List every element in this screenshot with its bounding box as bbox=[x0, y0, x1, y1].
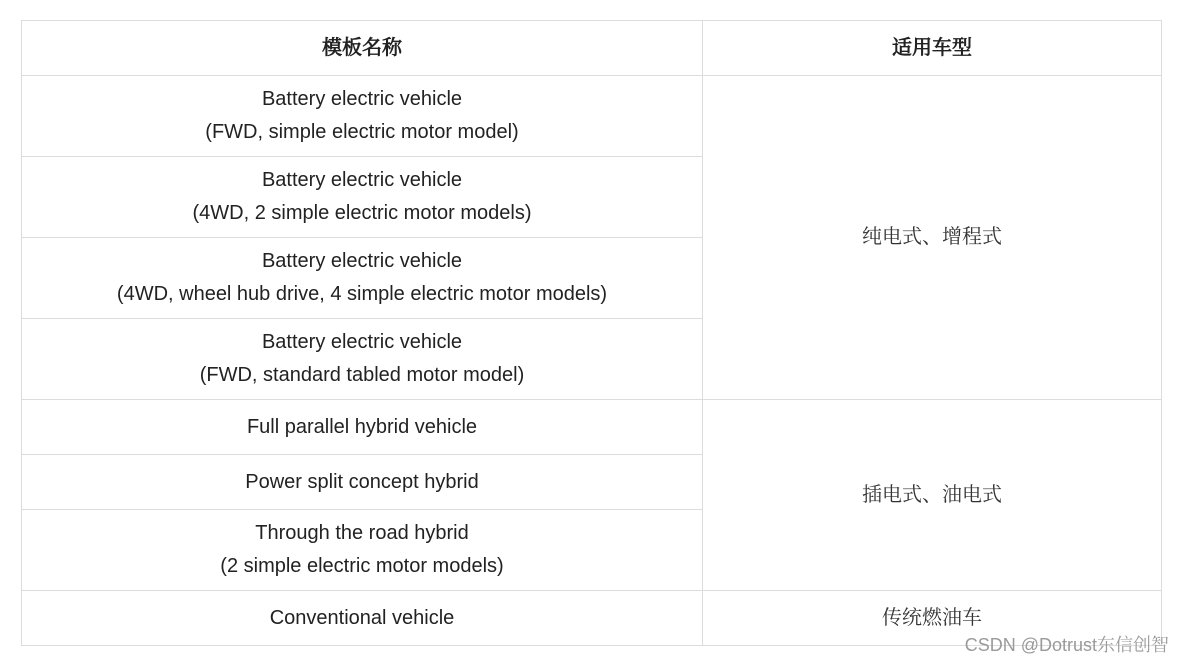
vehicle-type-cell: 纯电式、增程式 bbox=[703, 76, 1162, 400]
template-name-line: (4WD, 2 simple electric motor models) bbox=[192, 202, 532, 224]
vehicle-template-table bbox=[21, 20, 1162, 646]
template-name-cell bbox=[22, 238, 703, 319]
vehicle-type-cell: 插电式、油电式 bbox=[703, 400, 1162, 591]
template-name-cell bbox=[22, 157, 703, 238]
template-name-line: Battery electric vehicle bbox=[261, 169, 463, 191]
template-name-line: Conventional vehicle bbox=[269, 606, 455, 629]
header-template-name: 模板名称 bbox=[22, 21, 703, 76]
template-name-line: (4WD, wheel hub drive, 4 simple electric motor models) bbox=[116, 283, 608, 305]
template-name-line: (FWD, standard tabled motor model) bbox=[199, 364, 525, 386]
template-name-cell bbox=[22, 400, 703, 455]
template-name-line: Full parallel hybrid vehicle bbox=[246, 415, 478, 438]
table-row bbox=[22, 76, 1162, 157]
vehicle-type-cell: 传统燃油车 bbox=[703, 591, 1162, 646]
template-name-line: Battery electric vehicle bbox=[261, 250, 463, 272]
template-name-line: Through the road hybrid bbox=[255, 522, 469, 544]
template-name-line: Battery electric vehicle bbox=[261, 88, 463, 110]
template-name-cell bbox=[22, 319, 703, 400]
template-name-line: Battery electric vehicle bbox=[261, 331, 463, 353]
template-name-cell bbox=[22, 591, 703, 646]
header-vehicle-type: 适用车型 bbox=[703, 21, 1162, 76]
template-name-line: (2 simple electric motor models) bbox=[220, 555, 504, 577]
template-name-line: (FWD, simple electric motor model) bbox=[205, 121, 519, 143]
template-name-cell bbox=[22, 510, 703, 591]
template-name-cell bbox=[22, 76, 703, 157]
watermark-text: CSDN @Dotrust东信创智 bbox=[964, 635, 1169, 655]
template-name-line: Power split concept hybrid bbox=[245, 470, 479, 493]
table-header-row bbox=[22, 21, 1162, 76]
template-name-cell bbox=[22, 455, 703, 510]
table-row bbox=[22, 400, 1162, 455]
